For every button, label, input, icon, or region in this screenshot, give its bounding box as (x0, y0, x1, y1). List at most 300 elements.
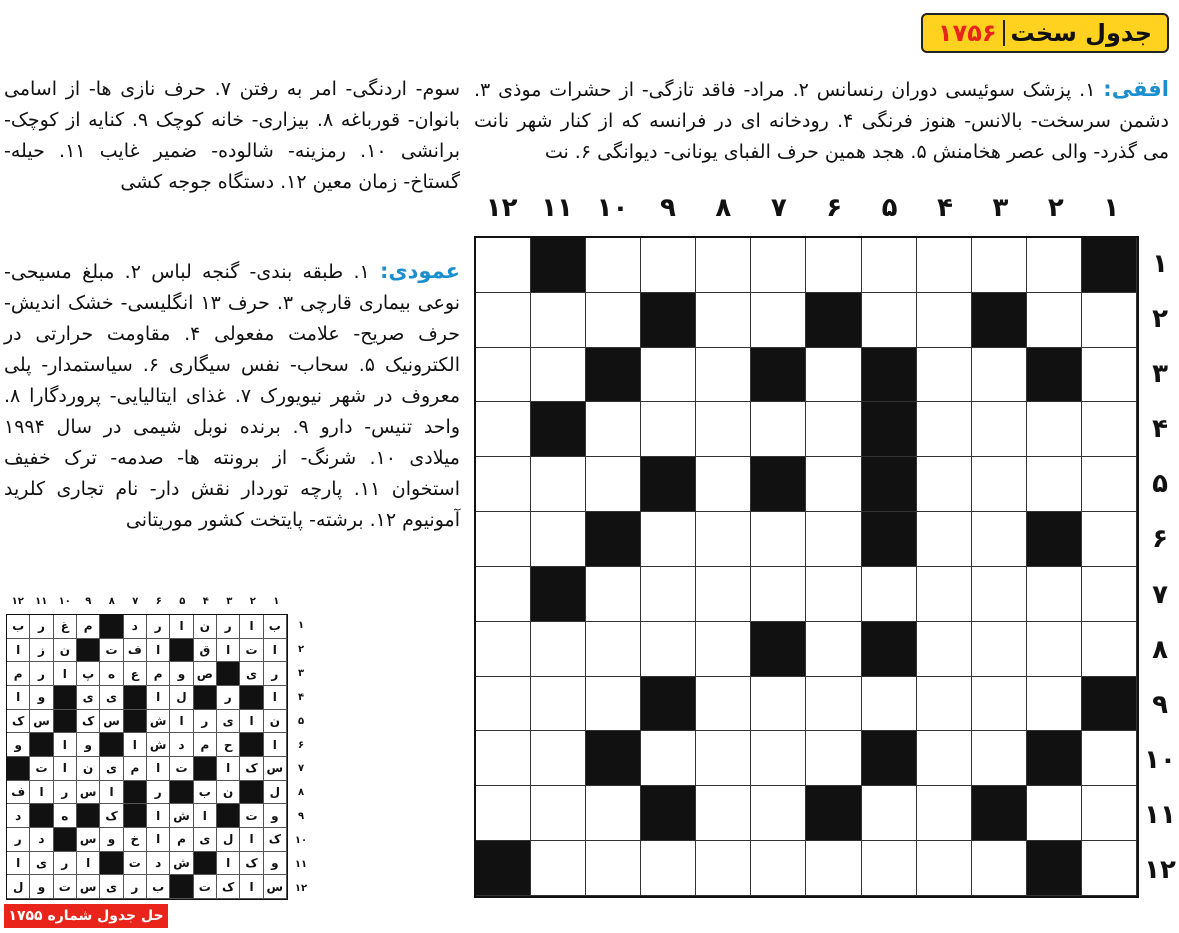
grid-cell-empty[interactable] (696, 348, 751, 403)
grid-cell-empty[interactable] (641, 567, 696, 622)
grid-cell-empty[interactable] (917, 622, 972, 677)
grid-cell-empty[interactable] (751, 512, 806, 567)
solution-cell: ک (264, 828, 287, 852)
solution-cell: ل (264, 781, 287, 805)
title-divider (1003, 20, 1005, 46)
solution-cell: ت (54, 875, 77, 899)
grid-cell-black (1027, 841, 1082, 896)
solution-row-number: ۱۱ (294, 858, 308, 870)
solution-cell: ا (124, 733, 147, 757)
grid-cell-empty[interactable] (862, 677, 917, 732)
grid-cell-black (806, 786, 861, 841)
solution-cell: و (264, 852, 287, 876)
solution-cell-black (54, 686, 77, 710)
row-number: ۴ (1152, 414, 1168, 445)
grid-cell-empty[interactable] (862, 786, 917, 841)
grid-cell-black (586, 348, 641, 403)
grid-cell-empty[interactable] (531, 786, 586, 841)
solution-cell: و (100, 828, 123, 852)
solution-cell: ع (124, 662, 147, 686)
grid-cell-empty[interactable] (476, 293, 531, 348)
grid-cell-empty[interactable] (972, 457, 1027, 512)
solution-cell: ا (217, 639, 240, 663)
grid-cell-empty[interactable] (1027, 238, 1082, 293)
grid-cell-black (806, 293, 861, 348)
row-number: ۱۲ (1144, 855, 1176, 886)
grid-cell-empty[interactable] (641, 402, 696, 457)
solution-cell: ا (217, 852, 240, 876)
solution-column-number: ۱۰ (58, 596, 71, 607)
grid-cell-black (751, 457, 806, 512)
grid-cell-empty[interactable] (751, 677, 806, 732)
solution-cell: ن (217, 781, 240, 805)
grid-cell-empty[interactable] (476, 731, 531, 786)
solution-cell: ی (30, 852, 53, 876)
solution-cell: ب (194, 781, 217, 805)
grid-cell-empty[interactable] (641, 348, 696, 403)
solution-cell: ر (7, 828, 30, 852)
grid-cell-black (972, 293, 1027, 348)
row-numbers (1141, 236, 1179, 898)
grid-cell-empty[interactable] (1027, 786, 1082, 841)
grid-cell-black (641, 457, 696, 512)
solution-cell-black (100, 852, 123, 876)
solution-row-number: ۴ (297, 691, 305, 703)
grid-cell-empty[interactable] (1082, 293, 1137, 348)
grid-cell-empty[interactable] (751, 731, 806, 786)
solution-cell-black (124, 804, 147, 828)
grid-cell-empty[interactable] (641, 731, 696, 786)
solution-cell: ی (77, 686, 100, 710)
grid-cell-black (586, 512, 641, 567)
solution-cell: م (194, 733, 217, 757)
solution-cell: ل (170, 686, 193, 710)
grid-cell-empty[interactable] (476, 457, 531, 512)
solution-cell: م (124, 757, 147, 781)
grid-cell-empty[interactable] (917, 402, 972, 457)
grid-cell-empty[interactable] (1082, 348, 1137, 403)
solution-cell: م (7, 662, 30, 686)
grid-cell-empty[interactable] (917, 677, 972, 732)
grid-cell-black (641, 293, 696, 348)
grid-cell-empty[interactable] (972, 567, 1027, 622)
solution-cell: ک (240, 852, 263, 876)
grid-cell-black (1082, 238, 1137, 293)
grid-cell-empty[interactable] (751, 841, 806, 896)
puzzle-title-badge (921, 13, 1169, 53)
grid-cell-empty[interactable] (917, 731, 972, 786)
grid-cell-empty[interactable] (806, 348, 861, 403)
grid-cell-empty[interactable] (862, 293, 917, 348)
solution-cell: ت (194, 875, 217, 899)
solution-cell-black (240, 781, 263, 805)
grid-cell-empty[interactable] (1082, 731, 1137, 786)
solution-cell-black (194, 686, 217, 710)
solution-cell: ر (147, 781, 170, 805)
grid-cell-black (751, 348, 806, 403)
grid-cell-black (641, 786, 696, 841)
grid-cell-empty[interactable] (476, 512, 531, 567)
solution-cell: ر (147, 615, 170, 639)
solution-cell: ا (264, 686, 287, 710)
grid-cell-empty[interactable] (586, 841, 641, 896)
solution-column-number: ۷ (132, 596, 139, 607)
solution-label: حل جدول شماره ۱۷۵۵ (4, 904, 168, 928)
grid-cell-empty[interactable] (972, 238, 1027, 293)
solution-cell-black (240, 686, 263, 710)
solution-column-number: ۳ (226, 596, 233, 607)
grid-cell-empty[interactable] (806, 567, 861, 622)
grid-cell-black (476, 841, 531, 896)
solution-cell-black (124, 686, 147, 710)
row-number: ۱ (1152, 248, 1168, 279)
solution-row-number: ۱۲ (294, 882, 308, 894)
grid-cell-empty[interactable] (531, 512, 586, 567)
grid-cell-empty[interactable] (917, 512, 972, 567)
column-number: ۱۲ (485, 193, 518, 223)
across-text-part-2: سوم- اردنگی- امر به رفتن ۷. حرف نازی ها- از اسامی بانوان- قورباغه ۸. بیزاری- خانه کوچک ۹. کنایه از کوچک- برانشی ۱۰. رمزینه- شالوده- ضمیر غایب ۱۱. حیله- گستاخ- زمان معین ۱۲. دستگاه جوجه کشی (4, 78, 460, 193)
grid-cell-empty[interactable] (806, 731, 861, 786)
grid-cell-empty[interactable] (531, 677, 586, 732)
grid-cell-empty[interactable] (806, 457, 861, 512)
solution-cell: ن (194, 615, 217, 639)
grid-cell-empty[interactable] (806, 677, 861, 732)
grid-cell-empty[interactable] (476, 567, 531, 622)
grid-cell-empty[interactable] (531, 731, 586, 786)
solution-cell: ا (194, 804, 217, 828)
grid-cell-empty[interactable] (531, 348, 586, 403)
solution-cell-black (100, 615, 123, 639)
grid-cell-black (586, 731, 641, 786)
grid-cell-empty[interactable] (641, 841, 696, 896)
solution-cell: ا (77, 852, 100, 876)
solution-cell: ر (124, 875, 147, 899)
grid-cell-black (862, 512, 917, 567)
solution-cell: ش (170, 804, 193, 828)
grid-cell-empty[interactable] (917, 841, 972, 896)
grid-cell-empty[interactable] (972, 512, 1027, 567)
column-number: ۲ (1047, 193, 1064, 223)
grid-cell-empty[interactable] (1082, 512, 1137, 567)
grid-cell-empty[interactable] (531, 841, 586, 896)
grid-cell-empty[interactable] (917, 238, 972, 293)
solution-column-number: ۱ (273, 596, 280, 607)
column-number: ۸ (715, 193, 732, 223)
grid-cell-empty[interactable] (696, 238, 751, 293)
grid-cell-black (862, 622, 917, 677)
grid-cell-empty[interactable] (476, 238, 531, 293)
grid-cell-empty[interactable] (531, 293, 586, 348)
grid-cell-empty[interactable] (751, 402, 806, 457)
grid-cell-empty[interactable] (586, 622, 641, 677)
solution-cell: س (264, 757, 287, 781)
solution-cell-black (170, 875, 193, 899)
solution-cell: ز (30, 639, 53, 663)
solution-cell: ی (100, 757, 123, 781)
grid-cell-empty[interactable] (1027, 293, 1082, 348)
grid-cell-empty[interactable] (972, 622, 1027, 677)
grid-cell-empty[interactable] (476, 622, 531, 677)
grid-cell-black (531, 238, 586, 293)
solution-cell: ا (240, 615, 263, 639)
down-heading: عمودی: (379, 259, 460, 283)
solution-cell-black (54, 828, 77, 852)
column-number: ۳ (992, 193, 1009, 223)
solution-cell: ا (217, 757, 240, 781)
grid-cell-black (531, 567, 586, 622)
grid-cell-empty[interactable] (917, 567, 972, 622)
grid-cell-empty[interactable] (972, 677, 1027, 732)
grid-cell-empty[interactable] (696, 731, 751, 786)
grid-cell-empty[interactable] (862, 238, 917, 293)
solution-column-number: ۱۱ (35, 596, 48, 607)
solution-cell: ا (7, 852, 30, 876)
solution-cell: ا (147, 639, 170, 663)
solution-cell-black (194, 757, 217, 781)
solution-cell: ک (7, 710, 30, 734)
grid-cell-empty[interactable] (476, 677, 531, 732)
solution-cell: ر (54, 852, 77, 876)
solution-cell: ی (217, 710, 240, 734)
solution-cell: ی (100, 686, 123, 710)
solution-cell: ق (194, 639, 217, 663)
solution-cell: د (170, 733, 193, 757)
solution-cell: ف (124, 639, 147, 663)
grid-cell-empty[interactable] (917, 786, 972, 841)
row-number: ۳ (1152, 358, 1168, 389)
grid-cell-empty[interactable] (972, 348, 1027, 403)
solution-cell: ا (264, 733, 287, 757)
grid-cell-empty[interactable] (1082, 457, 1137, 512)
solution-cell: ک (100, 804, 123, 828)
solution-cell-black (170, 781, 193, 805)
down-text: ۱. طبقه بندی- گنجه لباس ۲. مبلغ مسیحی- نوعی بیماری قارچی ۳. حرف ۱۳ انگلیسی- خشک اندیش- حرف صریح- علامت مفعولی ۴. مقاومت حرارتی در الکترونیک ۵. سحاب- نفس سیگاری ۶. سیاستمدار- پلی معروف در شهر نیویورک ۷. غذای ایتالیایی- پروردگارا ۸. واحد تنیس- دارو ۹. برنده نوبل شیمی در سال ۱۹۹۴ میلادی ۱۰. شرنگ- از برونته ها- صدمه- ترک خفیف استخوان ۱۱. پارچه توردار نقش دار- نام تجاری کلرید آمونیوم ۱۲. برشته- پایتخت کشور موریتانی (4, 261, 461, 531)
grid-cell-empty[interactable] (586, 402, 641, 457)
grid-cell-empty[interactable] (862, 841, 917, 896)
grid-cell-empty[interactable] (696, 677, 751, 732)
solution-cell: ک (77, 710, 100, 734)
solution-cell: س (77, 828, 100, 852)
grid-cell-empty[interactable] (696, 786, 751, 841)
solution-cell: ش (147, 710, 170, 734)
grid-cell-empty[interactable] (806, 622, 861, 677)
row-number: ۷ (1152, 579, 1168, 610)
solution-cell: ت (100, 639, 123, 663)
grid-cell-empty[interactable] (751, 238, 806, 293)
solution-column-number: ۶ (155, 596, 162, 607)
solution-cell: ص (194, 662, 217, 686)
grid-cell-empty[interactable] (806, 512, 861, 567)
solution-row-number: ۱۰ (294, 834, 308, 846)
grid-cell-empty[interactable] (586, 786, 641, 841)
grid-cell-empty[interactable] (476, 402, 531, 457)
solution-cell: ا (264, 639, 287, 663)
solution-cell: ب (7, 615, 30, 639)
solution-cell: پ (77, 662, 100, 686)
solution-cell: م (170, 828, 193, 852)
solution-column-number: ۱۲ (11, 596, 24, 607)
solution-cell: ت (170, 757, 193, 781)
across-clues-left (4, 74, 460, 214)
solution-cell: ر (264, 662, 287, 686)
column-number: ۴ (937, 193, 953, 223)
grid-cell-empty[interactable] (1027, 457, 1082, 512)
solution-row-number: ۶ (297, 739, 305, 751)
solution-cell-black (240, 733, 263, 757)
solution-cell: و (7, 733, 30, 757)
row-number: ۲ (1152, 303, 1168, 334)
grid-cell-empty[interactable] (751, 786, 806, 841)
solution-cell: ا (170, 615, 193, 639)
grid-cell-empty[interactable] (806, 841, 861, 896)
grid-cell-empty[interactable] (1027, 677, 1082, 732)
solution-cell: خ (124, 828, 147, 852)
grid-cell-empty[interactable] (862, 567, 917, 622)
solution-cell-black (7, 757, 30, 781)
puzzle-number: ۱۷۵۶ (937, 19, 997, 47)
grid-cell-empty[interactable] (476, 348, 531, 403)
grid-cell-empty[interactable] (696, 841, 751, 896)
grid-cell-empty[interactable] (972, 731, 1027, 786)
solution-cell: ی (100, 875, 123, 899)
grid-cell-black (1027, 348, 1082, 403)
grid-cell-black (751, 622, 806, 677)
solution-cell: ا (30, 781, 53, 805)
grid-cell-empty[interactable] (1027, 567, 1082, 622)
grid-cell-empty[interactable] (806, 238, 861, 293)
column-number: ۱ (1103, 193, 1120, 223)
solution-cell: ر (30, 662, 53, 686)
solution-cell: م (77, 615, 100, 639)
grid-cell-empty[interactable] (641, 512, 696, 567)
grid-cell-empty[interactable] (1082, 786, 1137, 841)
solution-cell: ن (264, 710, 287, 734)
solution-cell: ک (217, 875, 240, 899)
grid-cell-empty[interactable] (806, 402, 861, 457)
grid-cell-empty[interactable] (972, 402, 1027, 457)
solution-column-numbers (6, 596, 288, 612)
solution-cell-black (170, 639, 193, 663)
solution-cell: د (30, 828, 53, 852)
across-text-part-1: ۱. پزشک سوئیسی دوران رنسانس ۲. مراد- فاقد تازگی- از حشرات موذی ۳. دشمن سرسخت- بالانس- هنوز فرنگی ۴. رودخانه ای در فرانسه که از کنار شهر نانت می گذرد- والی عصر هخامنش ۵. هجد همین حرف الفبای یونانی- دیوانگی ۶. نت (474, 79, 1169, 163)
solution-cell: ک (240, 757, 263, 781)
solution-row-numbers (290, 614, 312, 900)
column-number: ۱۰ (596, 193, 629, 223)
grid-cell-black (972, 786, 1027, 841)
solution-cell: ت (240, 639, 263, 663)
grid-cell-empty[interactable] (696, 512, 751, 567)
column-number: ۵ (881, 193, 898, 223)
solution-cell: ا (54, 733, 77, 757)
solution-cell: د (7, 804, 30, 828)
grid-cell-black (1027, 512, 1082, 567)
grid-cell-empty[interactable] (1082, 841, 1137, 896)
grid-cell-empty[interactable] (1027, 622, 1082, 677)
grid-cell-empty[interactable] (641, 238, 696, 293)
solution-cell: ه (54, 804, 77, 828)
solution-cell: ش (147, 733, 170, 757)
grid-cell-empty[interactable] (586, 567, 641, 622)
grid-cell-empty[interactable] (1082, 622, 1137, 677)
grid-cell-empty[interactable] (696, 457, 751, 512)
solution-cell: ت (30, 757, 53, 781)
grid-cell-empty[interactable] (1027, 402, 1082, 457)
solution-cell: و (77, 733, 100, 757)
grid-cell-empty[interactable] (641, 622, 696, 677)
grid-cell-empty[interactable] (1082, 402, 1137, 457)
solution-cell: ت (124, 852, 147, 876)
solution-cell: ر (194, 710, 217, 734)
solution-cell: ا (147, 828, 170, 852)
grid-cell-black (862, 348, 917, 403)
grid-cell-empty[interactable] (751, 293, 806, 348)
solution-cell: ا (147, 804, 170, 828)
grid-cell-empty[interactable] (696, 293, 751, 348)
solution-cell: م (147, 662, 170, 686)
solution-cell: ب (264, 615, 287, 639)
down-clues (4, 256, 460, 576)
solution-cell-black (77, 804, 100, 828)
solution-cell: ب (147, 875, 170, 899)
solution-cell: ا (240, 828, 263, 852)
solution-cell: ا (240, 710, 263, 734)
grid-cell-empty[interactable] (696, 402, 751, 457)
solution-cell: ا (7, 686, 30, 710)
grid-cell-black (862, 457, 917, 512)
solution-cell: س (100, 710, 123, 734)
grid-cell-empty[interactable] (476, 786, 531, 841)
solution-cell-black (54, 710, 77, 734)
grid-cell-black (1082, 677, 1137, 732)
solution-cell: ی (240, 662, 263, 686)
grid-cell-empty[interactable] (972, 841, 1027, 896)
solution-column-number: ۸ (108, 596, 115, 607)
column-number: ۷ (770, 193, 787, 223)
grid-cell-empty[interactable] (1082, 567, 1137, 622)
grid-cell-black (862, 731, 917, 786)
solution-column-number: ۴ (202, 596, 209, 607)
grid-cell-empty[interactable] (586, 457, 641, 512)
solution-cell: ا (240, 875, 263, 899)
row-number: ۸ (1152, 634, 1168, 665)
grid-cell-empty[interactable] (696, 567, 751, 622)
solution-cell: ا (54, 662, 77, 686)
grid-cell-empty[interactable] (751, 567, 806, 622)
grid-cell-empty[interactable] (696, 622, 751, 677)
grid-cell-empty[interactable] (586, 293, 641, 348)
solution-cell: ن (54, 639, 77, 663)
solution-row-number: ۳ (297, 668, 305, 680)
solution-cell: غ (54, 615, 77, 639)
grid-cell-empty[interactable] (917, 293, 972, 348)
solution-cell: ا (7, 639, 30, 663)
column-number: ۱۱ (541, 193, 573, 223)
grid-cell-empty[interactable] (586, 677, 641, 732)
row-number: ۶ (1152, 524, 1168, 555)
grid-cell-empty[interactable] (586, 238, 641, 293)
solution-cell: س (77, 875, 100, 899)
solution-cell-black (124, 781, 147, 805)
grid-cell-empty[interactable] (531, 622, 586, 677)
solution-cell: ه (100, 662, 123, 686)
grid-cell-black (862, 402, 917, 457)
row-number: ۱۱ (1144, 800, 1176, 831)
grid-cell-empty[interactable] (917, 348, 972, 403)
grid-cell-empty[interactable] (531, 457, 586, 512)
grid-cell-empty[interactable] (917, 457, 972, 512)
column-number: ۶ (826, 193, 843, 223)
solution-cell: د (147, 852, 170, 876)
